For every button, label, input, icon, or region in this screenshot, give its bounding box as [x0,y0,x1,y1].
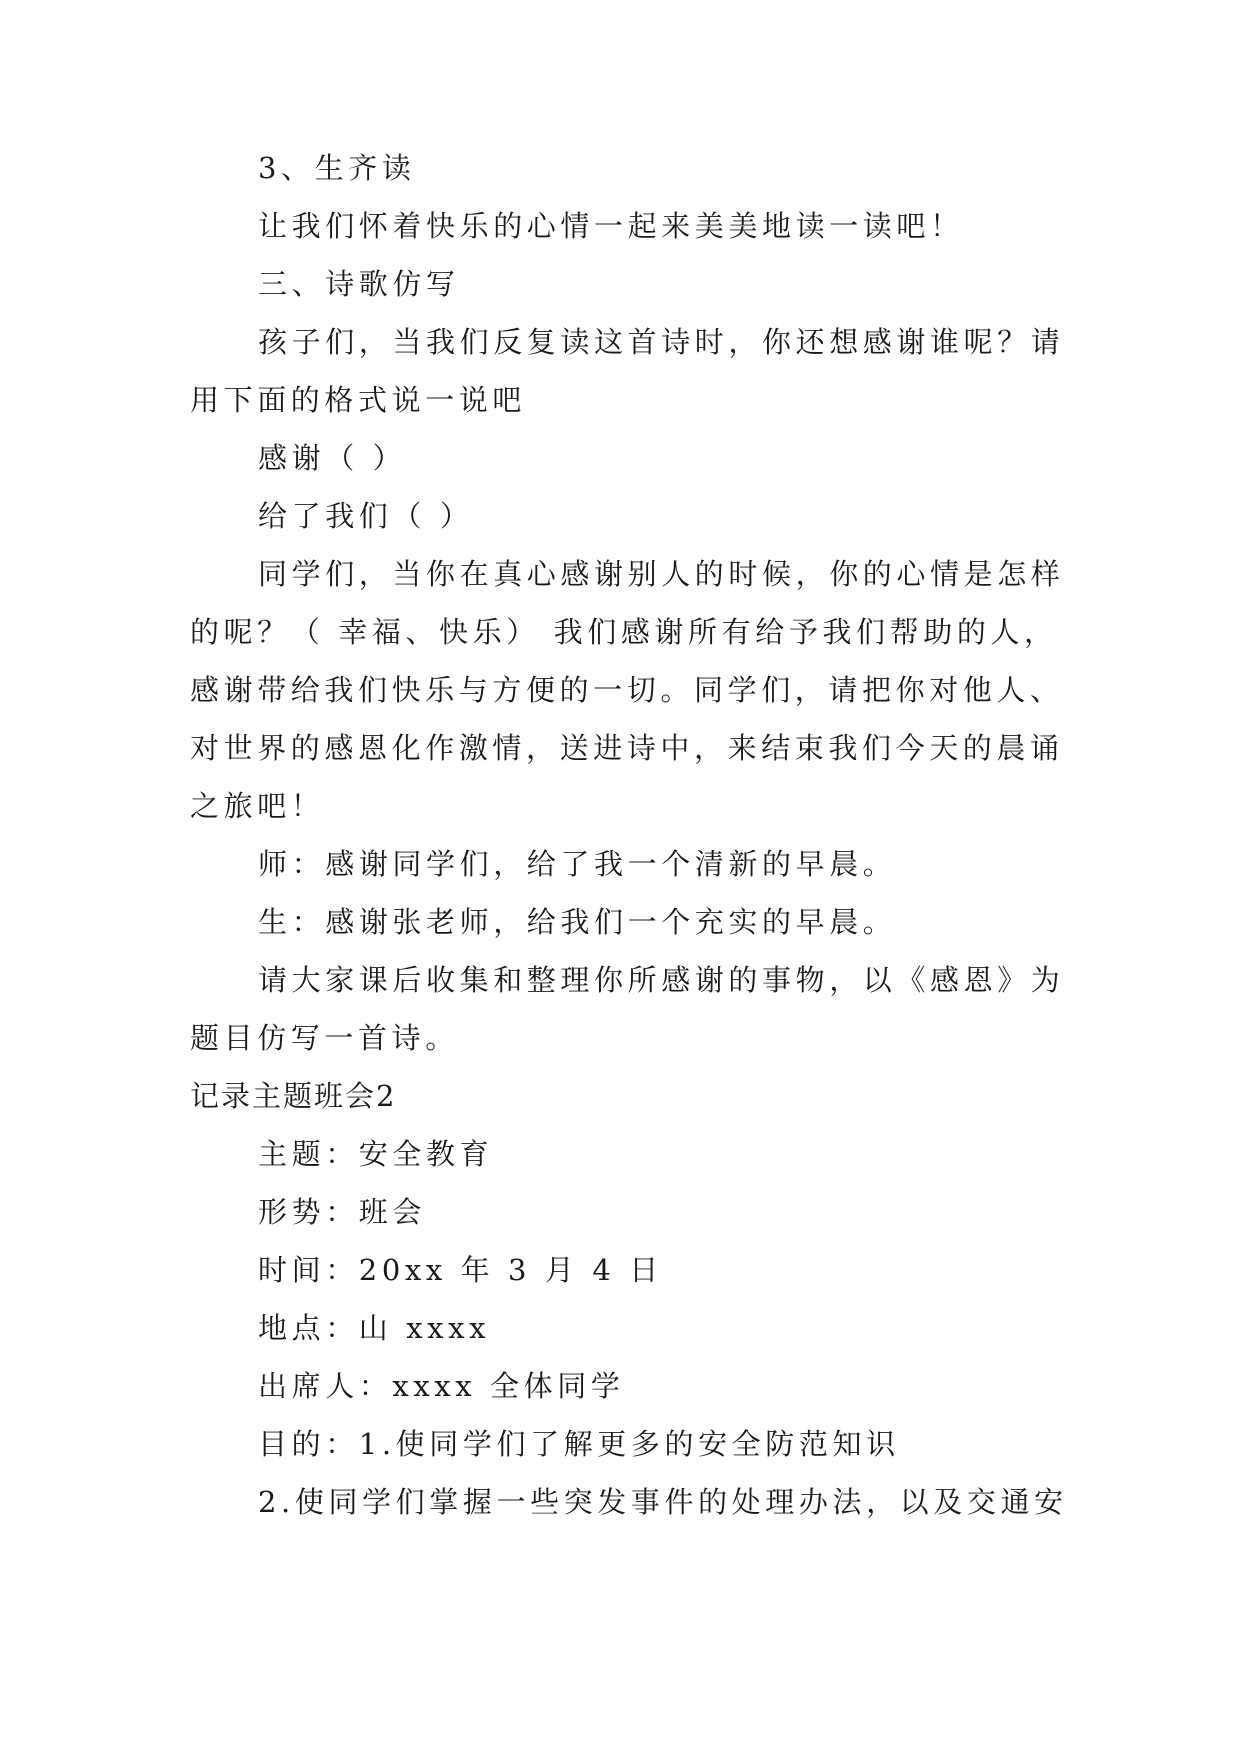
text-line: 用下面的格式说一说吧 [190,383,527,417]
text-line: 让我们怀着快乐的心情一起来美美地读一读吧！ [258,209,964,243]
text-line: 目的：1.使同学们了解更多的安全防范知识 [258,1427,900,1461]
text-line: 出席人：xxxx 全体同学 [258,1369,625,1403]
text-line: 对世界的感恩化作激情，送进诗中，来结束我们今天的晨诵 [190,731,1064,765]
text-line: 感谢带给我们快乐与方便的一切。同学们，请把你对他人、 [190,673,1064,707]
text-line: 同学们，当你在真心感谢别人的时候，你的心情是怎样 [258,557,1065,591]
text-line: 形势：班会 [258,1195,427,1229]
text-line: 之旅吧！ [190,789,325,823]
section-heading: 记录主题班会2 [190,1079,397,1113]
text-line: 请大家课后收集和整理你所感谢的事物，以《感恩》为 [258,963,1065,997]
text-line: 3、生齐读 [258,151,416,185]
text-line: 主题：安全教育 [258,1137,494,1171]
text-line: 题目仿写一首诗。 [190,1021,459,1055]
text-line: 给了我们（ ） [258,499,474,533]
text-line: 感谢（ ） [258,441,407,475]
text-line: 2.使同学们掌握一些突发事件的处理办法，以及交通安 [258,1485,1068,1519]
text-line: 的呢？（ 幸福、快乐） 我们感谢所有给予我们帮助的人， [190,615,1058,649]
text-line: 师：感谢同学们，给了我一个清新的早晨。 [258,847,897,881]
text-line: 三、诗歌仿写 [258,267,460,301]
text-line: 地点：山 xxxx [258,1311,491,1345]
text-line: 生：感谢张老师，给我们一个充实的早晨。 [258,905,897,939]
text-line: 时间：20xx 年 3 月 4 日 [258,1253,663,1287]
text-line: 孩子们，当我们反复读这首诗时，你还想感谢谁呢？请 [258,325,1065,359]
